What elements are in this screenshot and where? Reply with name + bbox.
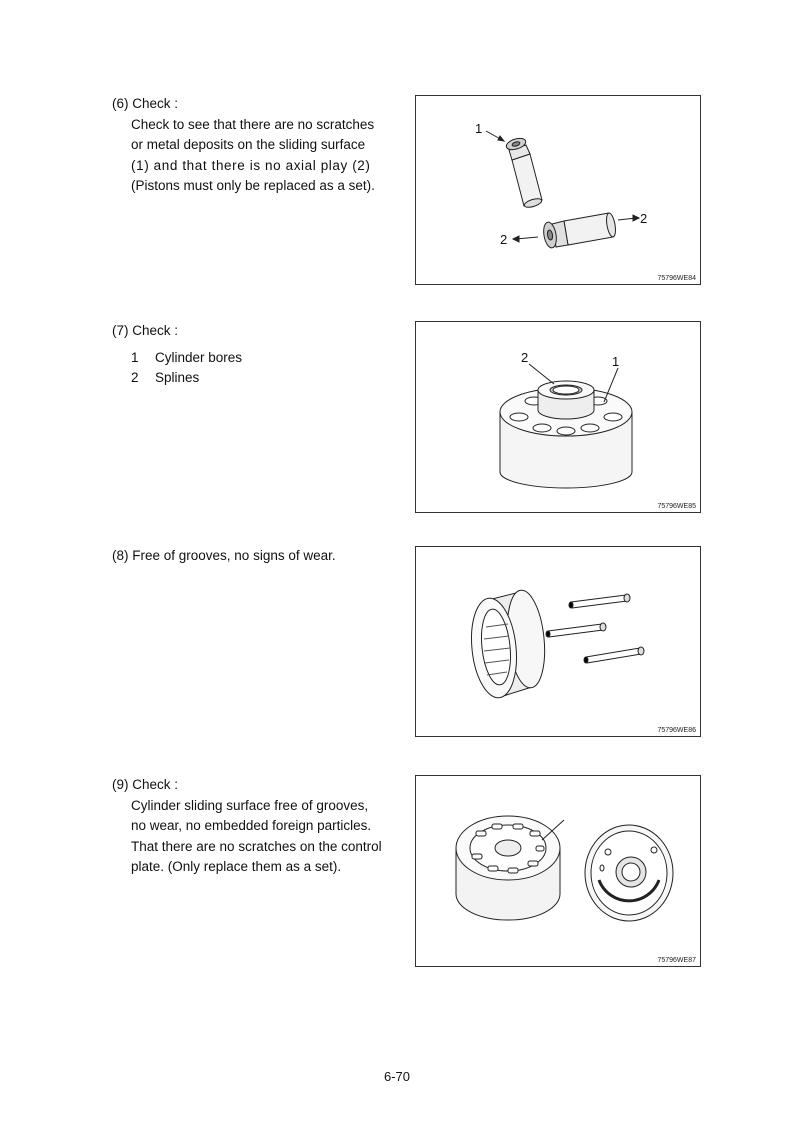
- section-9-heading: (9) Check :: [112, 777, 179, 792]
- label-2: 2: [521, 350, 529, 365]
- label-2-left: 2: [500, 232, 508, 247]
- list-item: [131, 368, 382, 389]
- section-6-heading: (6) Check :: [112, 96, 179, 111]
- label-1: 1: [475, 121, 483, 136]
- section-6-line-1: Check to see that there are no scratches: [131, 116, 375, 132]
- figure-code: 75796WE86: [657, 727, 696, 734]
- section-6: [112, 94, 382, 197]
- figure-code: 75796WE85: [657, 503, 696, 510]
- section-9-line-2: no wear, no embedded foreign particles.: [131, 818, 372, 833]
- figure-code: 75796WE87: [657, 957, 696, 964]
- section-6-line-2: or metal deposits on the sliding surface: [131, 137, 366, 152]
- piston-illustration: [416, 96, 700, 284]
- section-6-line-3: (1) and that there is no axial play (2): [131, 157, 371, 173]
- page-number: 6-70: [383, 1069, 411, 1084]
- control-plate-illustration: [416, 776, 700, 966]
- figure-retainer-pins: [415, 546, 701, 737]
- section-7: [112, 321, 382, 389]
- section-8: [112, 546, 402, 567]
- figure-code: 75796WE84: [657, 275, 696, 282]
- list-item-number: 2: [131, 370, 139, 385]
- section-7-list: [112, 348, 382, 389]
- section-9-line-4: plate. (Only replace them as a set).: [131, 859, 342, 874]
- label-2-right: 2: [640, 211, 648, 226]
- section-9-line-3: That there are no scratches on the control: [131, 838, 382, 854]
- cylinder-block-illustration: [416, 322, 700, 512]
- section-9: [112, 775, 382, 878]
- retainer-pins-illustration: [416, 547, 700, 736]
- section-8-heading: (8) Free of grooves, no signs of wear.: [112, 548, 336, 563]
- section-6-line-4: (Pistons must only be replaced as a set).: [131, 178, 375, 193]
- list-item-text: Splines: [155, 370, 200, 385]
- section-9-line-1: Cylinder sliding surface free of grooves,: [131, 797, 369, 813]
- section-7-heading: (7) Check :: [112, 323, 179, 338]
- list-item-text: Cylinder bores: [155, 349, 243, 365]
- list-item-number: 1: [131, 349, 139, 365]
- list-item: [131, 348, 382, 369]
- figure-cylinder-block: [415, 321, 701, 513]
- label-1: 1: [612, 354, 620, 369]
- figure-control-plate: [415, 775, 701, 967]
- figure-piston-check: [415, 95, 701, 285]
